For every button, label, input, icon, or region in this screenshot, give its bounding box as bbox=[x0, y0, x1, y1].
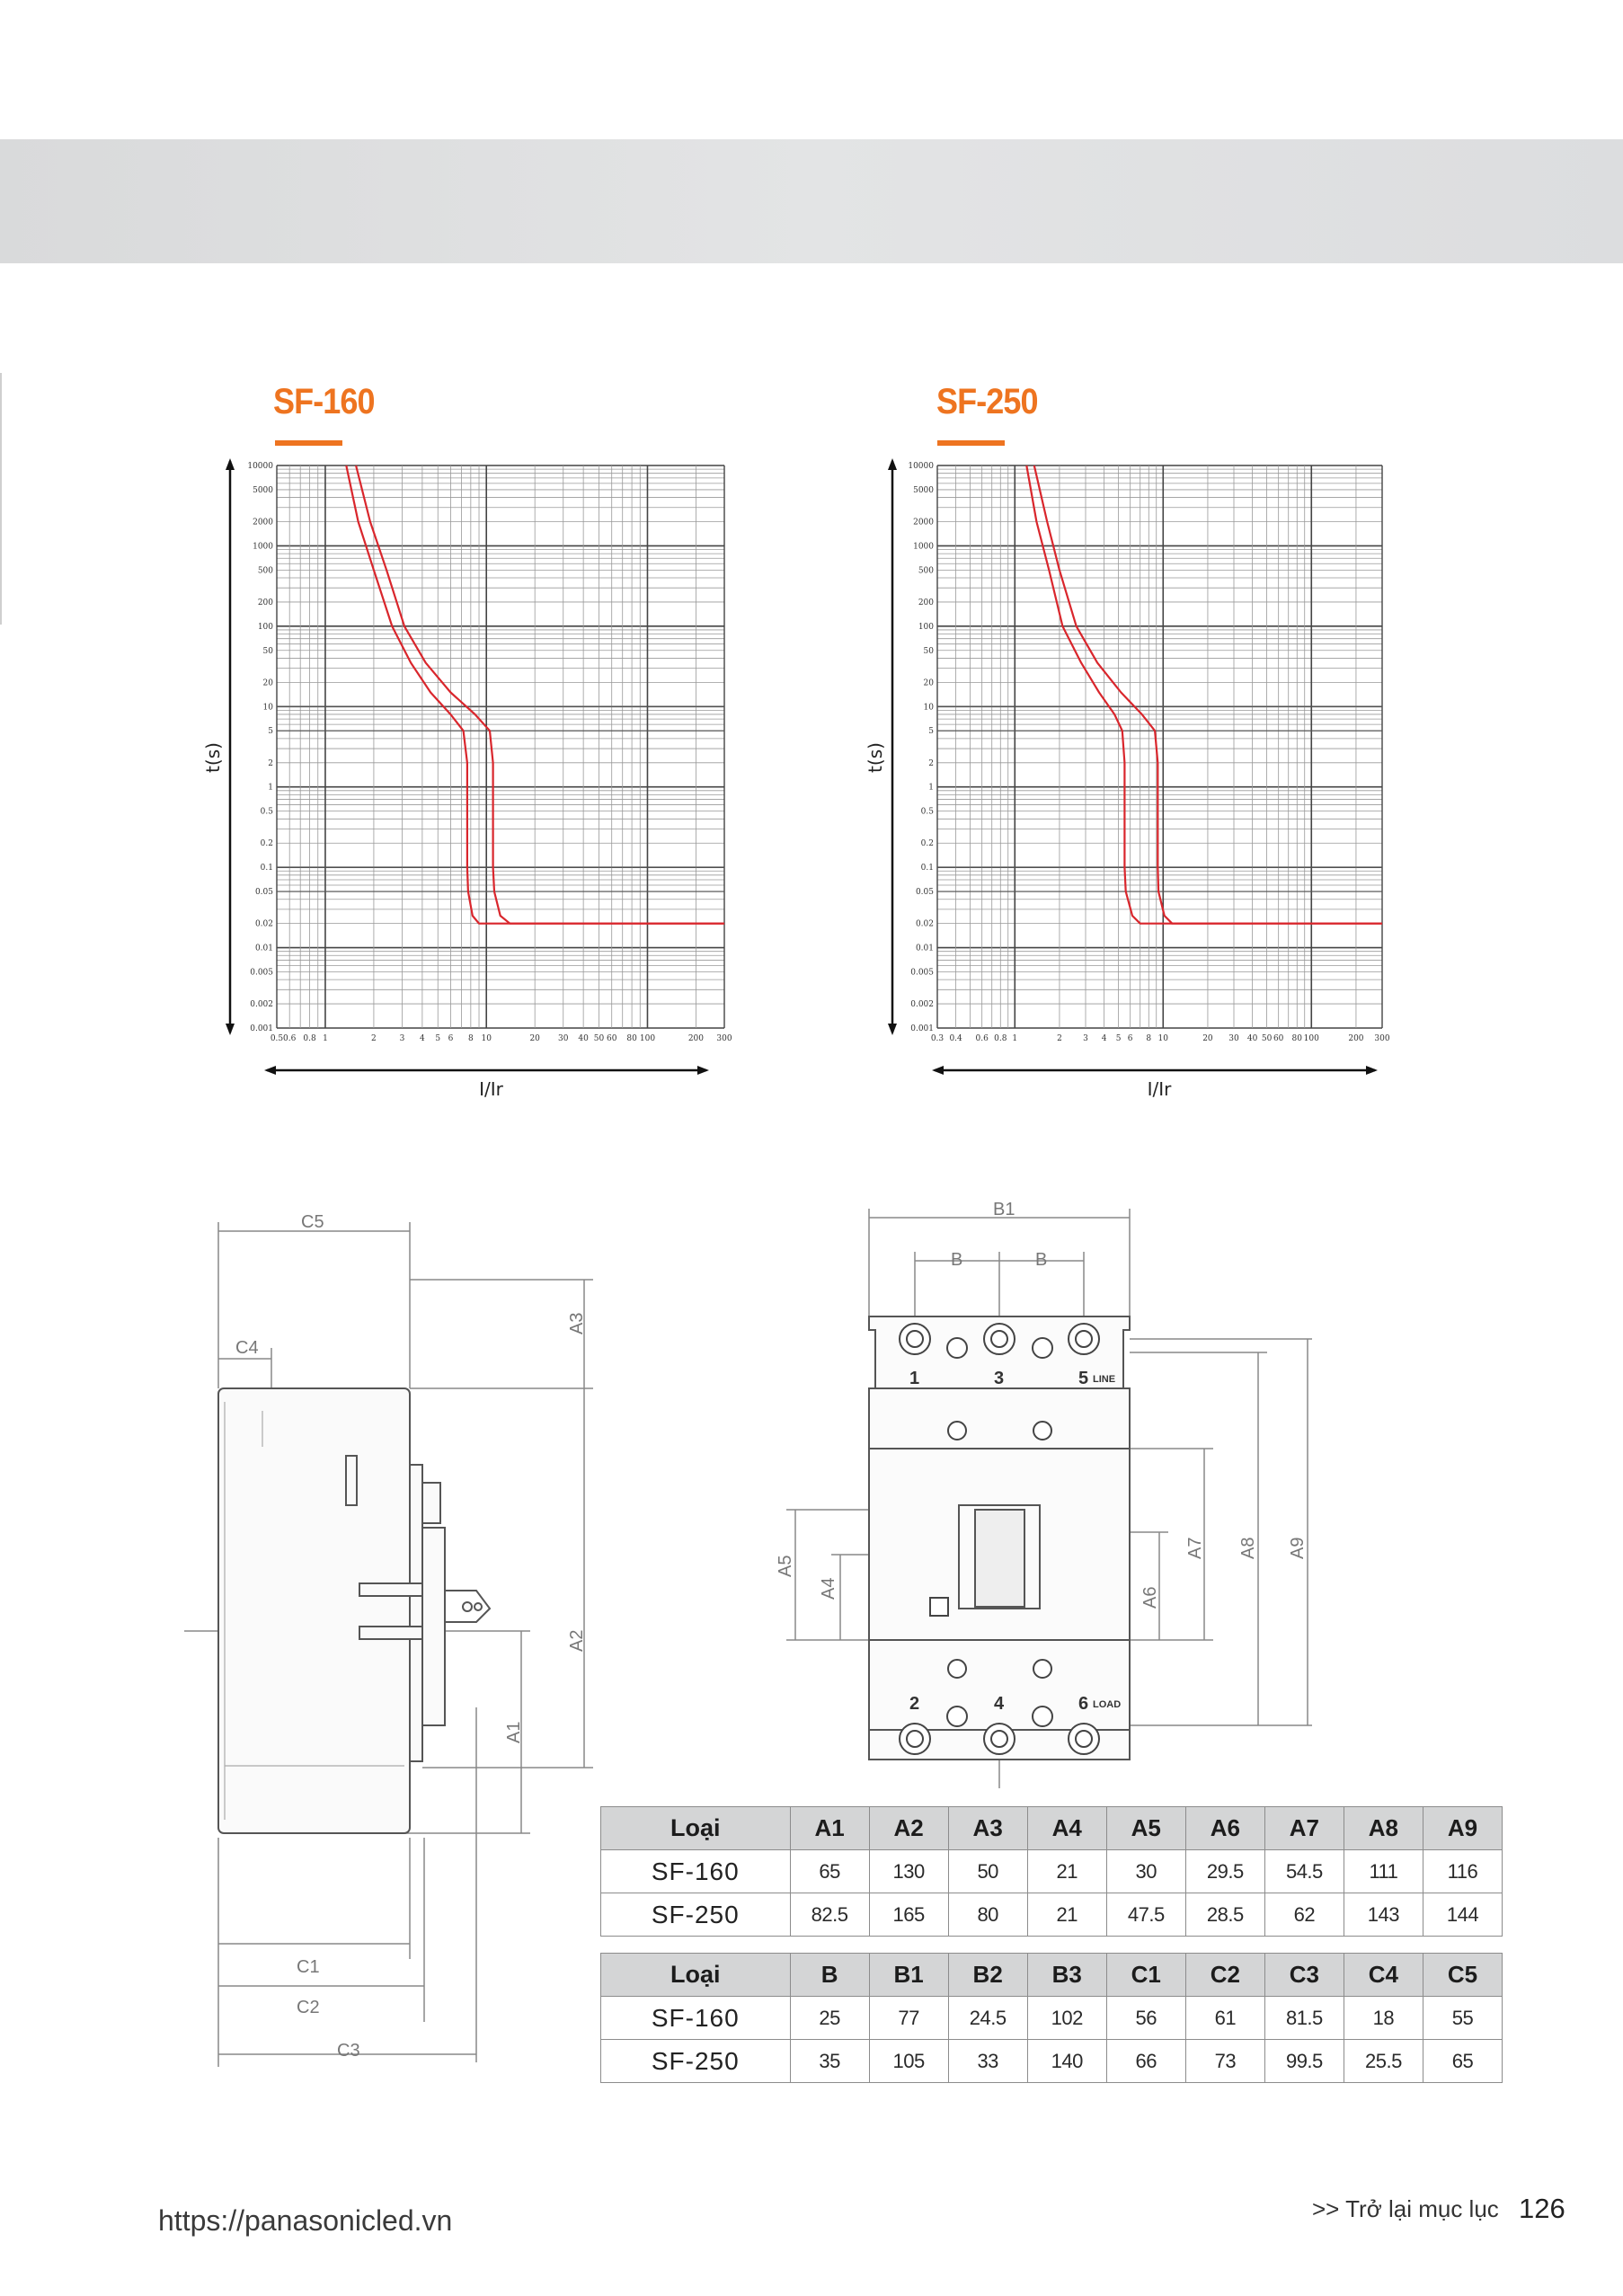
value-cell: 18 bbox=[1344, 1997, 1423, 2040]
x-tick-label: 0.6 bbox=[975, 1034, 989, 1043]
y-tick-label: 500 bbox=[918, 566, 934, 576]
value-cell: 55 bbox=[1423, 1997, 1502, 2040]
value-cell: 47.5 bbox=[1106, 1893, 1185, 1937]
dim-label-c4: C4 bbox=[235, 1338, 259, 1358]
terminal-1-label: 1 bbox=[909, 1369, 920, 1388]
x-tick-label: 0.8 bbox=[994, 1034, 1007, 1043]
table-header-row bbox=[601, 1807, 1503, 1850]
y-tick-label: 0.1 bbox=[920, 864, 934, 873]
x-tick-label: 1 bbox=[323, 1034, 328, 1043]
x-tick-label: 20 bbox=[1202, 1034, 1213, 1043]
value-cell: 81.5 bbox=[1264, 1997, 1344, 2040]
column-header-c1: C1 bbox=[1106, 1954, 1185, 1997]
x-tick-label: 100 bbox=[1303, 1034, 1319, 1043]
y-tick-label: 2 bbox=[928, 758, 934, 768]
x-tick-label: 0.6 bbox=[283, 1034, 297, 1043]
x-tick-label: 60 bbox=[606, 1034, 617, 1043]
value-cell: 28.5 bbox=[1185, 1893, 1264, 1937]
chart-title-sf160: SF-160 bbox=[273, 382, 375, 421]
y-tick-label: 5 bbox=[268, 727, 273, 737]
value-cell: 25.5 bbox=[1344, 2040, 1423, 2083]
y-axis-label: t(s) bbox=[202, 742, 224, 773]
value-cell: 62 bbox=[1264, 1893, 1344, 1937]
x-axis-label: I/Ir bbox=[1147, 1078, 1172, 1100]
value-cell: 143 bbox=[1344, 1893, 1423, 1937]
y-tick-label: 0.02 bbox=[254, 919, 273, 929]
y-tick-label: 2 bbox=[268, 758, 273, 768]
y-tick-label: 0.5 bbox=[260, 807, 273, 817]
dim-label-a3: A3 bbox=[567, 1312, 587, 1334]
value-cell: 116 bbox=[1423, 1850, 1502, 1893]
value-cell: 82.5 bbox=[790, 1893, 869, 1937]
value-cell: 65 bbox=[1423, 2040, 1502, 2083]
x-tick-label: 30 bbox=[558, 1034, 569, 1043]
x-tick-label: 10 bbox=[1157, 1034, 1169, 1043]
y-tick-label: 0.05 bbox=[915, 888, 934, 898]
x-tick-label: 200 bbox=[687, 1034, 705, 1043]
x-tick-label: 0.4 bbox=[949, 1034, 962, 1043]
dim-label-a8: A8 bbox=[1238, 1537, 1258, 1559]
dim-label-b1: B1 bbox=[993, 1200, 1015, 1219]
column-header-a9: A9 bbox=[1423, 1807, 1502, 1850]
y-tick-label: 1000 bbox=[253, 542, 273, 552]
x-tick-label: 3 bbox=[1083, 1034, 1088, 1043]
dim-label-c2: C2 bbox=[297, 1998, 320, 2017]
value-cell: 21 bbox=[1027, 1850, 1106, 1893]
x-tick-label: 80 bbox=[626, 1034, 637, 1043]
y-tick-label: 200 bbox=[257, 598, 273, 607]
x-tick-label: 100 bbox=[639, 1034, 656, 1043]
value-cell: 105 bbox=[869, 2040, 948, 2083]
value-cell: 80 bbox=[948, 1893, 1027, 1937]
x-tick-label: 1 bbox=[1012, 1034, 1018, 1043]
value-cell: 35 bbox=[790, 2040, 869, 2083]
x-tick-label: 10 bbox=[481, 1034, 492, 1043]
table-row bbox=[601, 1850, 1503, 1893]
value-cell: 24.5 bbox=[948, 1997, 1027, 2040]
x-tick-label: 0.3 bbox=[930, 1034, 945, 1043]
y-tick-label: 2000 bbox=[253, 518, 273, 527]
x-tick-label: 300 bbox=[1374, 1034, 1390, 1043]
x-tick-label: 5 bbox=[1115, 1034, 1122, 1043]
column-header-loai: Loại bbox=[601, 1807, 791, 1850]
dim-label-c5: C5 bbox=[301, 1212, 324, 1232]
dim-label-c3: C3 bbox=[337, 2041, 360, 2061]
x-tick-label: 6 bbox=[448, 1034, 454, 1043]
x-tick-label: 50 bbox=[1261, 1034, 1273, 1043]
y-tick-label: 0.05 bbox=[254, 888, 273, 898]
model-cell: SF-250 bbox=[601, 2040, 791, 2083]
y-tick-label: 100 bbox=[918, 622, 934, 632]
y-tick-label: 1 bbox=[268, 783, 273, 793]
y-tick-label: 10 bbox=[262, 703, 273, 713]
value-cell: 144 bbox=[1423, 1893, 1502, 1937]
terminal-6-label: 6 bbox=[1078, 1694, 1089, 1714]
dimension-table-a bbox=[600, 1806, 1503, 1937]
terminal-3-label: 3 bbox=[994, 1369, 1005, 1388]
dim-label-a1: A1 bbox=[504, 1721, 524, 1743]
y-tick-label: 5000 bbox=[253, 485, 273, 495]
x-tick-label: 5 bbox=[435, 1034, 441, 1043]
y-tick-label: 0.2 bbox=[260, 839, 273, 849]
column-header-a5: A5 bbox=[1106, 1807, 1185, 1850]
y-tick-label: 2000 bbox=[913, 518, 934, 527]
x-tick-label: 2 bbox=[371, 1034, 377, 1043]
x-tick-label: 8 bbox=[467, 1034, 474, 1043]
value-cell: 50 bbox=[948, 1850, 1027, 1893]
column-header-c4: C4 bbox=[1344, 1954, 1423, 1997]
terminal-5-label: 5 bbox=[1078, 1369, 1089, 1388]
y-tick-label: 0.01 bbox=[915, 944, 934, 953]
y-tick-label: 20 bbox=[923, 678, 934, 688]
y-tick-label: 10 bbox=[923, 703, 934, 713]
line-label: LINE bbox=[1093, 1374, 1116, 1385]
column-header-b3: B3 bbox=[1027, 1954, 1106, 1997]
x-tick-label: 20 bbox=[529, 1034, 540, 1043]
x-tick-label: 4 bbox=[1101, 1034, 1107, 1043]
dim-label-a9: A9 bbox=[1288, 1537, 1308, 1559]
x-tick-label: 8 bbox=[1146, 1034, 1152, 1043]
value-cell: 30 bbox=[1106, 1850, 1185, 1893]
column-header-a2: A2 bbox=[869, 1807, 948, 1850]
y-tick-label: 0.01 bbox=[254, 944, 273, 953]
model-cell: SF-160 bbox=[601, 1850, 791, 1893]
y-tick-label: 0.002 bbox=[250, 1000, 273, 1010]
dim-label-a4: A4 bbox=[819, 1577, 838, 1600]
y-tick-label: 1 bbox=[928, 783, 934, 793]
y-tick-label: 5000 bbox=[913, 485, 934, 495]
model-cell: SF-160 bbox=[601, 1997, 791, 2040]
x-tick-label: 80 bbox=[1291, 1034, 1303, 1043]
x-tick-label: 2 bbox=[1057, 1034, 1062, 1043]
x-tick-label: 60 bbox=[1273, 1034, 1284, 1043]
value-cell: 21 bbox=[1027, 1893, 1106, 1937]
x-tick-label: 40 bbox=[578, 1034, 589, 1043]
dim-label-a2: A2 bbox=[567, 1629, 587, 1652]
column-header-a1: A1 bbox=[790, 1807, 869, 1850]
y-tick-label: 0.2 bbox=[920, 839, 934, 849]
column-header-c3: C3 bbox=[1264, 1954, 1344, 1997]
column-header-a3: A3 bbox=[948, 1807, 1027, 1850]
dim-label-a6: A6 bbox=[1140, 1586, 1160, 1609]
y-tick-label: 50 bbox=[262, 646, 273, 656]
terminal-4-label: 4 bbox=[994, 1694, 1005, 1714]
y-tick-label: 0.001 bbox=[250, 1024, 273, 1033]
y-tick-label: 0.02 bbox=[915, 919, 934, 929]
dimension-table-b bbox=[600, 1953, 1503, 2083]
column-header-a4: A4 bbox=[1027, 1807, 1106, 1850]
column-header-a8: A8 bbox=[1344, 1807, 1423, 1850]
y-tick-label: 10000 bbox=[247, 462, 273, 471]
value-cell: 29.5 bbox=[1185, 1850, 1264, 1893]
value-cell: 65 bbox=[790, 1850, 869, 1893]
page-number: 126 bbox=[1519, 2193, 1565, 2224]
x-tick-label: 40 bbox=[1246, 1034, 1258, 1043]
x-tick-label: 200 bbox=[1348, 1034, 1364, 1043]
y-tick-label: 0.005 bbox=[910, 968, 934, 978]
y-tick-label: 50 bbox=[923, 646, 934, 656]
y-tick-label: 0.5 bbox=[920, 807, 934, 817]
dim-label-a7: A7 bbox=[1185, 1537, 1205, 1559]
y-tick-label: 20 bbox=[262, 678, 273, 688]
load-label: LOAD bbox=[1093, 1699, 1122, 1710]
value-cell: 102 bbox=[1027, 1997, 1106, 2040]
value-cell: 140 bbox=[1027, 2040, 1106, 2083]
value-cell: 165 bbox=[869, 1893, 948, 1937]
x-tick-label: 0.8 bbox=[303, 1034, 316, 1043]
x-tick-label: 4 bbox=[420, 1034, 425, 1043]
value-cell: 66 bbox=[1106, 2040, 1185, 2083]
y-axis-label: t(s) bbox=[865, 742, 886, 773]
table-row bbox=[601, 1893, 1503, 1937]
value-cell: 111 bbox=[1344, 1850, 1423, 1893]
chart-title-sf250: SF-250 bbox=[936, 382, 1038, 421]
dim-label-b: B bbox=[951, 1250, 963, 1270]
y-tick-label: 500 bbox=[257, 566, 273, 576]
value-cell: 54.5 bbox=[1264, 1850, 1344, 1893]
column-header-a7: A7 bbox=[1264, 1807, 1344, 1850]
y-tick-label: 0.002 bbox=[910, 1000, 934, 1010]
column-header-b: B bbox=[790, 1954, 869, 1997]
x-tick-label: 6 bbox=[1127, 1034, 1133, 1043]
dim-label-c1: C1 bbox=[297, 1957, 320, 1977]
y-tick-label: 0.005 bbox=[250, 968, 273, 978]
value-cell: 25 bbox=[790, 1997, 869, 2040]
value-cell: 99.5 bbox=[1264, 2040, 1344, 2083]
x-tick-label: 0.5 bbox=[270, 1034, 284, 1043]
back-to-contents-link[interactable]: >> Trở lại mục lục bbox=[1312, 2195, 1499, 2222]
terminal-2-label: 2 bbox=[909, 1694, 920, 1714]
x-tick-label: 50 bbox=[593, 1034, 605, 1043]
y-tick-label: 200 bbox=[918, 598, 934, 607]
y-tick-label: 10000 bbox=[908, 462, 934, 471]
table-row bbox=[601, 1997, 1503, 2040]
value-cell: 130 bbox=[869, 1850, 948, 1893]
x-tick-label: 30 bbox=[1228, 1034, 1239, 1043]
footer-website-url[interactable]: https://panasonicled.vn bbox=[158, 2204, 453, 2237]
column-header-a6: A6 bbox=[1185, 1807, 1264, 1850]
column-header-b1: B1 bbox=[869, 1954, 948, 1997]
value-cell: 77 bbox=[869, 1997, 948, 2040]
x-tick-label: 300 bbox=[716, 1034, 732, 1043]
x-axis-label: I/Ir bbox=[479, 1078, 503, 1100]
value-cell: 33 bbox=[948, 2040, 1027, 2083]
y-tick-label: 0.001 bbox=[910, 1024, 934, 1033]
column-header-b2: B2 bbox=[948, 1954, 1027, 1997]
dim-label-a5: A5 bbox=[776, 1555, 795, 1577]
y-tick-label: 1000 bbox=[913, 542, 934, 552]
y-tick-label: 5 bbox=[928, 727, 934, 737]
dim-label-b: B bbox=[1035, 1250, 1048, 1270]
value-cell: 61 bbox=[1185, 1997, 1264, 2040]
value-cell: 73 bbox=[1185, 2040, 1264, 2083]
column-header-c5: C5 bbox=[1423, 1954, 1502, 1997]
x-tick-label: 3 bbox=[399, 1034, 405, 1043]
y-tick-label: 0.1 bbox=[260, 864, 273, 873]
table-row bbox=[601, 2040, 1503, 2083]
column-header-c2: C2 bbox=[1185, 1954, 1264, 1997]
model-cell: SF-250 bbox=[601, 1893, 791, 1937]
value-cell: 56 bbox=[1106, 1997, 1185, 2040]
table-header-row bbox=[601, 1954, 1503, 1997]
y-tick-label: 100 bbox=[257, 622, 273, 632]
column-header-loai: Loại bbox=[601, 1954, 791, 1997]
